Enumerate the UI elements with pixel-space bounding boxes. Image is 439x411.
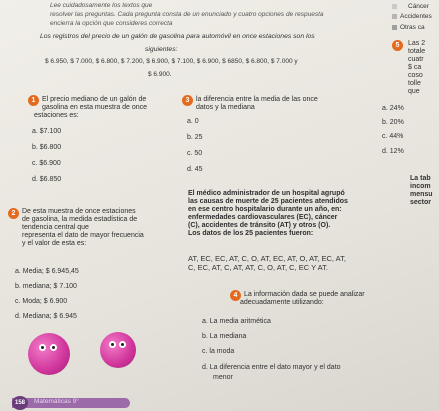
q5-line: $ ca — [408, 64, 422, 71]
medical-line-4: enfermedades cardiovasculares (EC), cáncer — [188, 214, 338, 221]
q4-line-2: adecuadamente utilizando: — [240, 299, 324, 306]
right-partial-line: sector — [410, 199, 432, 206]
q3-line-1: la diferencia entre la media de las once — [196, 96, 318, 103]
q1-line-1: El precio mediano de un galón de — [42, 96, 147, 103]
medical-line-1: El médico administrador de un hospital agrupó — [188, 190, 345, 197]
q4-question — [240, 291, 365, 307]
q1-option-b[interactable]: b. $6.800 — [32, 144, 62, 151]
q2-option-b[interactable]: b. mediana; $ 7.100 — [15, 283, 77, 290]
q1-line-3: estaciones es: — [34, 112, 79, 119]
q5-line: totale — [408, 48, 426, 55]
legend-swatch-3 — [392, 25, 397, 30]
q3-badge: 3 — [182, 95, 193, 106]
q4-option-b[interactable]: b. La mediana — [202, 333, 247, 340]
q1-badge: 1 — [28, 95, 39, 106]
mascot-ball-icon — [28, 333, 70, 375]
medical-line-6: Los datos de los 25 pacientes fueron: — [188, 230, 314, 237]
right-option-a[interactable]: a. 24% — [382, 105, 404, 112]
q2-question — [22, 208, 144, 248]
q4-option-a[interactable]: a. La media aritmética — [202, 318, 271, 325]
q4-option-d-continued: menor — [213, 374, 233, 381]
page-number: 158 — [12, 396, 28, 410]
q1-option-c[interactable]: c. $6.900 — [32, 160, 61, 167]
header-line-2: resolver las preguntas. Cada pregunta consta de un enunciado y cuatro opciones de respuesta — [50, 11, 324, 18]
intro-line-4: $ 6.900. — [148, 71, 172, 78]
right-option-b[interactable]: b. 20% — [382, 119, 404, 126]
q2-badge: 2 — [8, 208, 19, 219]
legend-cancer: Cáncer — [408, 3, 429, 10]
q3-question — [196, 96, 318, 112]
q3-option-d[interactable]: d. 45 — [187, 166, 203, 173]
q1-option-a[interactable]: a. $7.100 — [32, 128, 62, 135]
right-option-d[interactable]: d. 12% — [382, 148, 404, 155]
q4-option-c[interactable]: c. la moda — [202, 348, 235, 355]
legend-otras: Otras ca — [400, 24, 425, 31]
q5-line: tolle — [408, 80, 421, 87]
medical-data-1: AT, EC, EC, AT, C, O, AT, EC, AT, O, AT, EC, AT, — [188, 254, 346, 263]
q5-badge: 5 — [392, 40, 403, 51]
q5-line: coso — [408, 72, 423, 79]
intro-line-1: Los registros del precio de un galón de gasolina para automóvil en once estaciones son los — [40, 33, 315, 40]
q1-question — [34, 96, 148, 120]
q2-line-2: de gasolina, la medida estadística de — [22, 216, 138, 223]
q2-line-1: De esta muestra de once estaciones — [22, 208, 136, 215]
medical-line-2: las causas de muerte de 25 pacientes atendidos — [188, 198, 348, 205]
q5-partial-text — [408, 40, 425, 96]
q2-option-c[interactable]: c. Moda; $ 6.900 — [15, 298, 68, 305]
right-partial-line: mensu — [410, 191, 433, 198]
intro-line-3: $ 6.950, $ 7.000, $ 6.800, $ 7.200, $ 6.900, $ 7.100, $ 6.900, $ 6850, $ 6.800, $ 7.000 y — [45, 58, 298, 65]
q5-line: que — [408, 88, 420, 95]
medical-data-2: C, EC, AT, C, AT, AT, C, O, AT, C, EC Y AT. — [188, 263, 328, 272]
intro-line-2: siguientes: — [145, 46, 178, 53]
q5-line: Las 2 — [408, 40, 426, 47]
q4-line-1: La información dada se puede analizar — [244, 291, 365, 298]
q3-option-a[interactable]: a. 0 — [187, 118, 199, 125]
q1-option-d[interactable]: d. $6.850 — [32, 176, 62, 183]
medical-line-5: (C), accidentes de tránsito (AT) y otros (O). — [188, 222, 331, 229]
header-line-1: Lee cuidadosamente los textos que — [50, 2, 153, 9]
q4-option-d[interactable]: d. La diferencia entre el dato mayor y el dato — [202, 364, 341, 371]
medical-line-3: en ese centro hospitalario durante un año, en: — [188, 206, 342, 213]
header-line-3: encierra la opción que consideres correcta — [50, 20, 173, 27]
q5-line: cuatr — [408, 56, 424, 63]
medical-text — [188, 190, 348, 238]
legend-swatch-1 — [392, 4, 397, 9]
right-partial-line: incom — [410, 183, 431, 190]
q3-option-b[interactable]: b. 25 — [187, 134, 203, 141]
q2-line-5: y el valor de esta es: — [22, 240, 87, 247]
footer-label: Matemáticas 9° — [34, 398, 79, 405]
q2-option-d[interactable]: d. Mediana; $ 6.945 — [15, 313, 77, 320]
right-partial-line: La tab — [410, 175, 431, 182]
q2-line-4: representa el dato de mayor frecuencia — [22, 232, 144, 239]
q2-option-a[interactable]: a. Media; $ 6.945,45 — [15, 268, 79, 275]
q3-option-c[interactable]: c. 50 — [187, 150, 203, 157]
mascot-ball-icon — [100, 332, 136, 368]
q3-line-2: datos y la mediana — [196, 104, 255, 111]
q2-line-3: tendencia central que — [22, 224, 89, 231]
q1-line-2: gasolina en esta muestra de once — [42, 104, 148, 111]
right-partial-text — [410, 175, 433, 207]
q4-badge: 4 — [230, 290, 241, 301]
right-option-c[interactable]: c. 44% — [382, 133, 404, 140]
legend-swatch-2 — [392, 14, 397, 19]
legend-accidentes: Accidentes — [400, 13, 432, 20]
